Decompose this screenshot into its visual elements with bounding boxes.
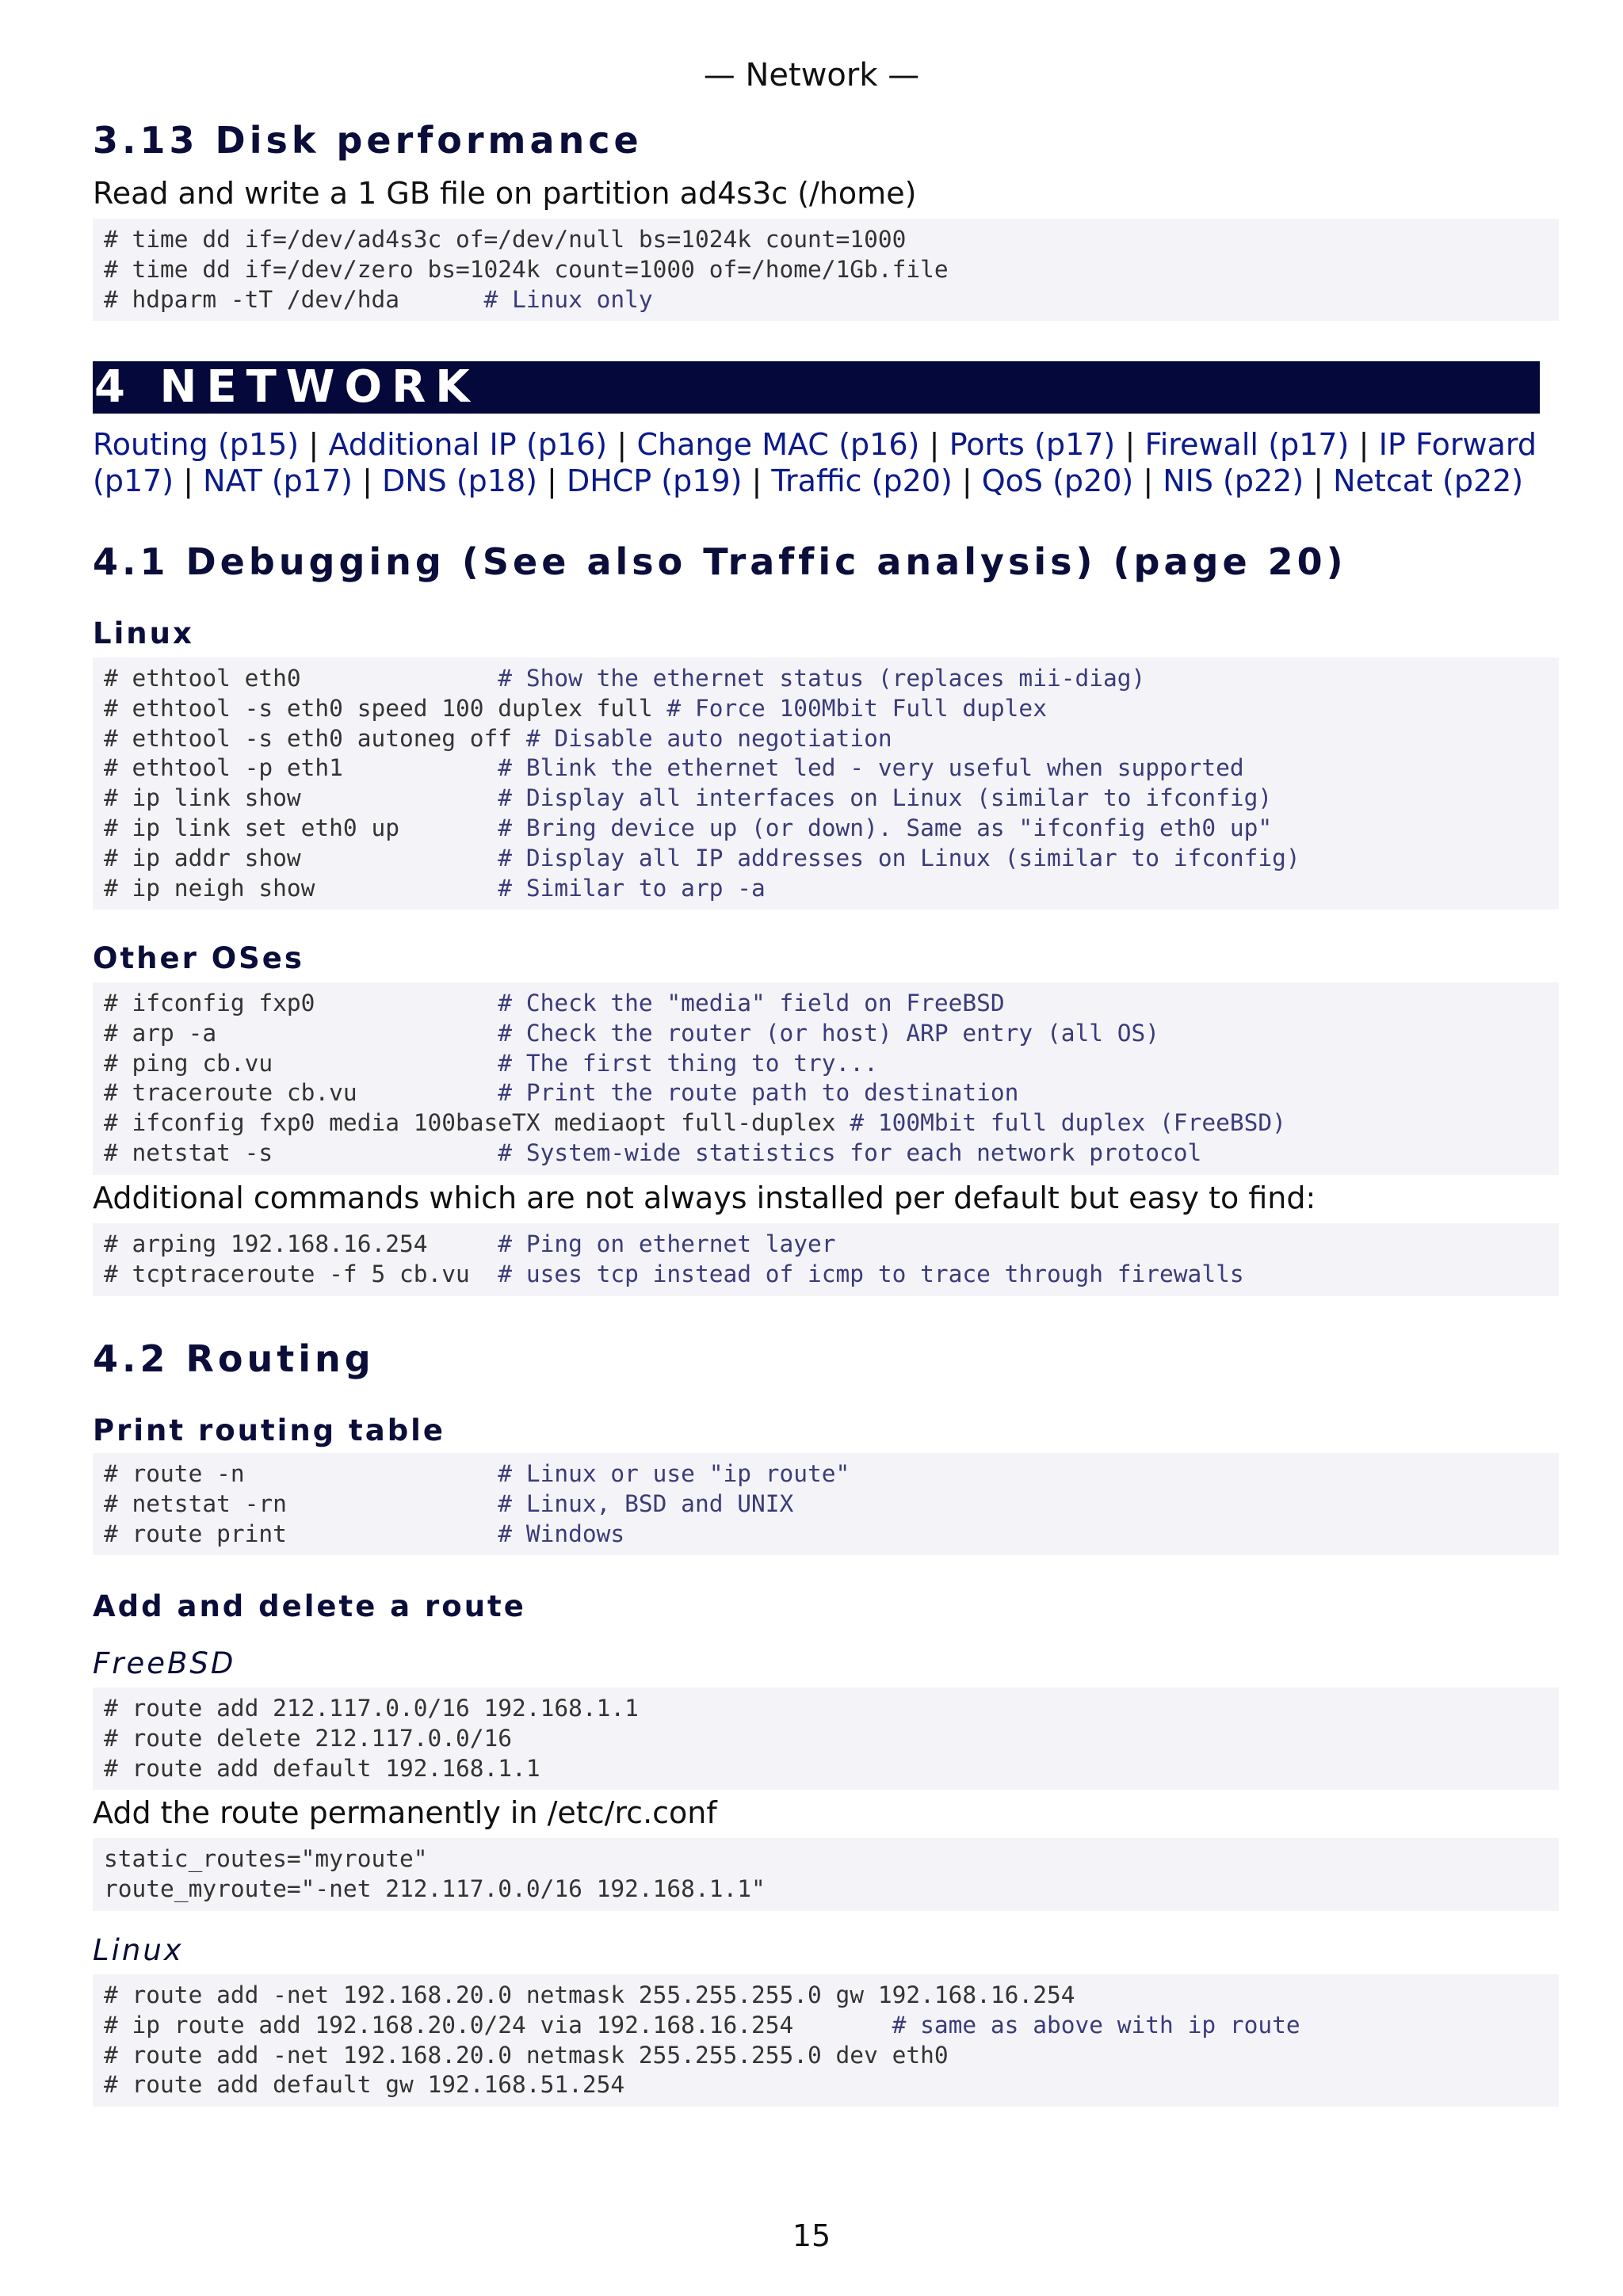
link-separator: |: [352, 463, 382, 498]
code-comment: # Check the "media" field on FreeBSD: [498, 990, 1005, 1016]
code-command: # ip route add 192.168.20.0/24 via 192.168.16.254: [104, 2011, 892, 2039]
code-line: [104, 2011, 1548, 2041]
subheading-freebsd: FreeBSD: [93, 1646, 236, 1680]
code-comment: # Similar to arp -a: [498, 874, 766, 902]
code-command: # arping 192.168.16.254: [104, 1230, 498, 1257]
code-block-linux-debug: [93, 658, 1559, 910]
code-comment: # Show the ethernet status (replaces mii-diag): [498, 665, 1146, 692]
code-line: [104, 1078, 1548, 1108]
code-command: # time dd if=/dev/zero bs=1024k count=1000 of=/home/1Gb.file: [104, 255, 949, 283]
code-comment: # 100Mbit full duplex (FreeBSD): [850, 1109, 1286, 1137]
code-command: # netstat -s: [104, 1138, 498, 1166]
code-comment: # System-wide statistics for each network protocol: [498, 1138, 1202, 1166]
code-command: # route -n: [104, 1460, 498, 1487]
code-command: # ip link show: [104, 784, 498, 812]
link-separator: |: [742, 463, 772, 498]
chapter-link[interactable]: Firewall (p17): [1144, 427, 1350, 462]
link-separator: |: [607, 427, 637, 462]
code-block-rcconf: [93, 1838, 1559, 1911]
code-line: [104, 1694, 1548, 1724]
code-block-print-routing: [93, 1453, 1559, 1555]
code-line: [104, 694, 1548, 724]
chapter-link[interactable]: Additional IP (p16): [328, 427, 608, 462]
code-comment: # Linux only: [483, 285, 653, 313]
code-command: # route delete 212.117.0.0/16: [104, 1724, 513, 1752]
section-heading-3-13: 3.13 Disk performance: [93, 119, 643, 162]
link-separator: |: [1349, 427, 1379, 462]
code-line: [104, 2070, 1548, 2100]
code-comment: # Print the route path to destination: [498, 1079, 1019, 1107]
code-line: [104, 1230, 1548, 1260]
code-line: [104, 724, 1548, 754]
chapter-link[interactable]: DHCP (p19): [566, 463, 743, 498]
chapter-link[interactable]: IP Forward (p17): [93, 427, 1537, 498]
code-line: [104, 784, 1548, 814]
code-command: # ping cb.vu: [104, 1049, 498, 1077]
code-line: [104, 255, 1548, 285]
code-command: # ethtool -s eth0 speed 100 duplex full: [104, 694, 667, 722]
code-block-disk: [93, 219, 1559, 321]
code-comment: # Bring device up (or down). Same as "ifconfig eth0 up": [498, 814, 1273, 841]
code-block-additional: [93, 1223, 1559, 1296]
code-line: [104, 2041, 1548, 2071]
code-comment: # Check the router (or host) ARP entry (all OS): [498, 1019, 1160, 1047]
code-block-freebsd-route: [93, 1688, 1559, 1790]
disk-intro: Read and write a 1 GB file on partition ad4s3c (/home): [93, 176, 917, 211]
code-line: [104, 1489, 1548, 1520]
code-command: # ifconfig fxp0: [104, 990, 498, 1016]
code-command: # route add default 192.168.1.1: [104, 1754, 540, 1782]
chapter-link[interactable]: NAT (p17): [203, 463, 353, 498]
code-comment: # Blink the ethernet led - very useful when supported: [498, 754, 1244, 782]
code-line: [104, 753, 1548, 784]
code-command: # hdparm -tT /dev/hda: [104, 285, 484, 313]
code-command: static_routes="myroute": [104, 1845, 428, 1872]
link-separator: |: [1304, 463, 1334, 498]
code-comment: # Linux, BSD and UNIX: [498, 1489, 794, 1517]
link-separator: |: [1115, 427, 1145, 462]
link-separator: |: [174, 463, 204, 498]
code-comment: # Windows: [498, 1520, 625, 1547]
code-block-linux-route: [93, 1974, 1559, 2107]
chapter-link[interactable]: Change MAC (p16): [636, 427, 920, 462]
code-comment: # Ping on ethernet layer: [498, 1230, 836, 1257]
code-line: [104, 1108, 1548, 1138]
link-separator: |: [299, 427, 329, 462]
page-number: 15: [792, 2218, 831, 2253]
code-comment: # same as above with ip route: [892, 2011, 1300, 2039]
code-line: [104, 874, 1548, 904]
section-heading-4-1: 4.1 Debugging (See also Traffic analysis) (page 20): [93, 540, 1347, 583]
code-line: [104, 1754, 1548, 1784]
additional-intro: Additional commands which are not always installed per default but easy to find:: [93, 1180, 1316, 1215]
code-comment: # Disable auto negotiation: [525, 724, 892, 752]
subheading-linux-debug: Linux: [93, 616, 194, 650]
chapter-link[interactable]: Traffic (p20): [771, 463, 953, 498]
chapter-link[interactable]: QoS (p20): [981, 463, 1134, 498]
code-line: [104, 844, 1548, 874]
subheading-other-oses: Other OSes: [93, 941, 304, 975]
code-line: [104, 1459, 1548, 1489]
subheading-print-routing: Print routing table: [93, 1413, 445, 1447]
section-heading-4-2: 4.2 Routing: [93, 1337, 375, 1380]
link-separator: |: [537, 463, 567, 498]
code-command: # traceroute cb.vu: [104, 1079, 498, 1107]
code-block-other-oses: [93, 982, 1559, 1175]
code-command: # ethtool -p eth1: [104, 754, 498, 782]
code-line: [104, 1520, 1548, 1550]
code-line: [104, 664, 1548, 694]
code-command: # route add -net 192.168.20.0 netmask 255.255.255.0 gw 192.168.16.254: [104, 1981, 1075, 2008]
chapter-nav-links: [93, 426, 1537, 499]
code-line: [104, 1844, 1548, 1875]
code-comment: # The first thing to try...: [498, 1049, 878, 1077]
code-command: # ifconfig fxp0 media 100baseTX mediaopt full-duplex: [104, 1109, 850, 1137]
code-line: [104, 1875, 1548, 1905]
chapter-link[interactable]: Ports (p17): [949, 427, 1116, 462]
running-head: — Network —: [703, 57, 920, 93]
code-command: # ethtool eth0: [104, 665, 498, 692]
chapter-link[interactable]: NIS (p22): [1163, 463, 1304, 498]
chapter-link[interactable]: Netcat (p22): [1333, 463, 1524, 498]
chapter-link[interactable]: DNS (p18): [381, 463, 537, 498]
code-command: # arp -a: [104, 1019, 498, 1047]
code-command: # route print: [104, 1520, 498, 1547]
code-command: # ethtool -s eth0 autoneg off: [104, 724, 526, 752]
link-separator: |: [952, 463, 982, 498]
code-command: # ip link set eth0 up: [104, 814, 498, 841]
code-comment: # uses tcp instead of icmp to trace through firewalls: [498, 1260, 1244, 1287]
code-line: [104, 814, 1548, 844]
code-command: # ip neigh show: [104, 874, 498, 902]
code-command: # tcptraceroute -f 5 cb.vu: [104, 1260, 498, 1287]
code-line: [104, 285, 1548, 315]
code-command: # ip addr show: [104, 844, 498, 871]
rcconf-intro: Add the route permanently in /etc/rc.conf: [93, 1795, 717, 1830]
chapter-banner: 4 NETWORK: [93, 361, 1540, 414]
code-line: [104, 1981, 1548, 2011]
code-command: # route add 212.117.0.0/16 192.168.1.1: [104, 1695, 639, 1722]
chapter-link[interactable]: Routing (p15): [93, 427, 300, 462]
code-command: # netstat -rn: [104, 1489, 498, 1517]
code-line: [104, 989, 1548, 1019]
code-command: # route add default gw 192.168.51.254: [104, 2071, 625, 2099]
code-line: [104, 1019, 1548, 1049]
code-line: [104, 1724, 1548, 1754]
subheading-add-delete-route: Add and delete a route: [93, 1589, 526, 1623]
code-line: [104, 225, 1548, 255]
code-comment: # Display all interfaces on Linux (similar to ifconfig): [498, 784, 1273, 812]
code-comment: # Display all IP addresses on Linux (similar to ifconfig): [498, 844, 1300, 871]
code-line: [104, 1260, 1548, 1290]
code-command: route_myroute="-net 212.117.0.0/16 192.168.1.1": [104, 1875, 766, 1902]
link-separator: |: [1133, 463, 1163, 498]
code-comment: # Force 100Mbit Full duplex: [666, 694, 1047, 722]
code-line: [104, 1138, 1548, 1169]
code-command: # time dd if=/dev/ad4s3c of=/dev/null bs=1024k count=1000: [104, 226, 907, 253]
subheading-linux-route: Linux: [93, 1933, 184, 1967]
code-comment: # Linux or use "ip route": [498, 1460, 850, 1487]
code-command: # route add -net 192.168.20.0 netmask 255.255.255.0 dev eth0: [104, 2041, 949, 2069]
code-line: [104, 1049, 1548, 1079]
link-separator: |: [919, 427, 949, 462]
